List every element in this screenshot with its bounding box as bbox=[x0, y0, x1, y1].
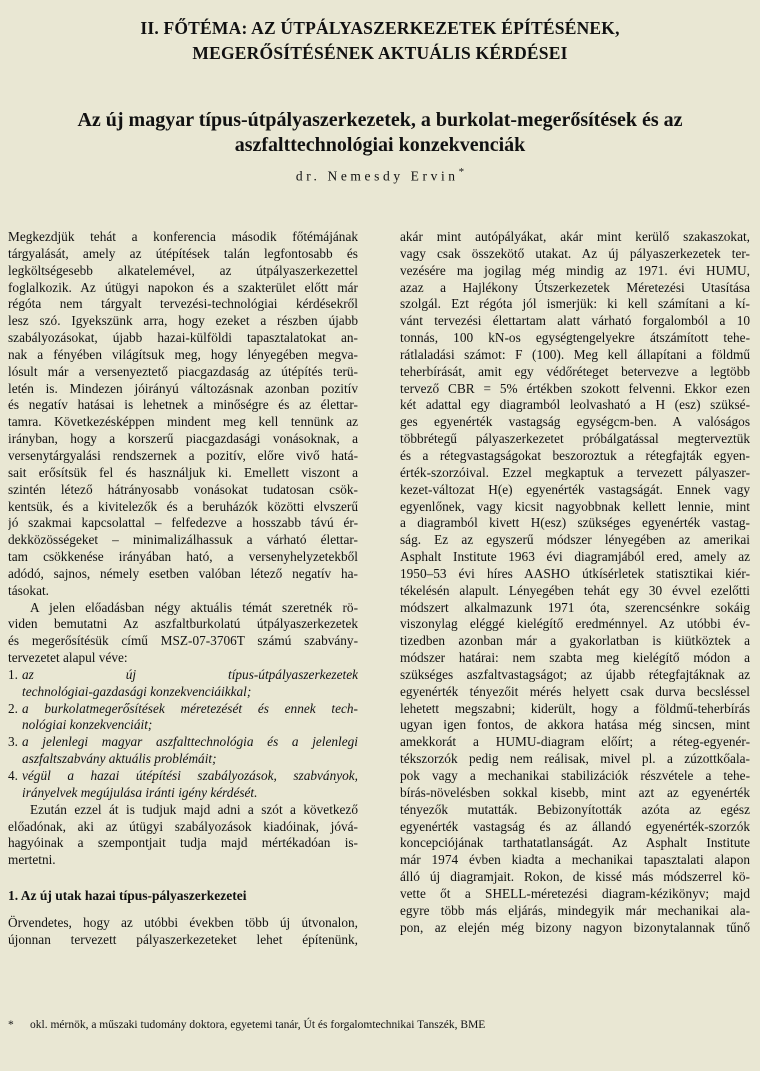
paper-title-line: aszfalttechnológiai konzekvenciák bbox=[234, 134, 526, 156]
continued-paragraph bbox=[400, 229, 750, 936]
list-item-text: végül a hazai útépítési szabályozások, szabványok, bbox=[22, 768, 358, 783]
topics-paragraph bbox=[8, 600, 358, 667]
text-line: letén is. Mindezen jóirányú változásnak azonban pozitív bbox=[8, 380, 358, 396]
text-line: pon, az elején még bizony nagyon bizonytalannak tűnő bbox=[400, 919, 750, 935]
text-line: koncepciójának tarthatatlanságát. Az Asphalt Institute bbox=[400, 835, 750, 851]
footnote-mark: * bbox=[8, 1019, 14, 1031]
footnote-text: okl. mérnök, a műszaki tudomány doktora, egyetemi tanár, Út és forgalomtechnikai Tanszék, BME bbox=[30, 1019, 486, 1031]
list-item-line bbox=[8, 768, 358, 785]
footnote bbox=[8, 1019, 748, 1031]
list-item-text: technológiai-gazdasági konzekvenciáikkal; bbox=[22, 683, 252, 699]
text-line: tékszorzók pedig nem reálisak, mivel pl. a zúzottkőala- bbox=[400, 751, 750, 767]
author-name: dr. Nemesdy Ervin bbox=[295, 168, 459, 184]
text-line: foglalkozik. Az útügyi napokon és a szakterület előtt már bbox=[8, 279, 358, 295]
text-line: viden bemutatni Az aszfaltburkolatú útpályaszerkezetek bbox=[8, 616, 358, 632]
text-line: versenytárgyalási rendszernek a pozitív, előre vivő hatá- bbox=[8, 447, 358, 463]
text-line: nak a fényében világítsuk meg, hogy lényegében megva- bbox=[8, 346, 358, 362]
text-line: legköltségesebb alkatelemével, az útpályaszerkezettel bbox=[8, 262, 358, 278]
list-item-text: az új típus-útpályaszerkezetek bbox=[22, 666, 358, 682]
left-column bbox=[8, 229, 358, 949]
list-item-line bbox=[8, 667, 358, 684]
text-line: egyre több más eljárás, mindegyik már mechanikai ala- bbox=[400, 902, 750, 918]
text-line: jó szakmai kapcsolattal – felfedezve a hosszabb távú ér- bbox=[8, 515, 358, 531]
section-title-line: MEGERŐSÍTÉSÉNEK AKTUÁLIS KÉRDÉSEI bbox=[192, 43, 568, 63]
text-line: Örvendetes, hogy az utóbbi években több új útvonalon, bbox=[8, 915, 358, 931]
text-line: és megerősítésük című MSZ-07-3706T számú szabvány- bbox=[8, 633, 358, 649]
text-line: két adattal egy diagramból leolvasható a H (esz) szüksé- bbox=[400, 397, 750, 413]
section-heading: 1. Az új utak hazai típus-pályaszerkezetei bbox=[8, 888, 247, 904]
list-item-text: a jelenlegi magyar aszfalttechnológia és a jelenlegi bbox=[22, 734, 358, 750]
text-line: érték-szorzóival. Ezzel megkaptuk a tervezett pályaszer- bbox=[400, 464, 750, 480]
text-line: vagy csak összekötő utakat. Az új pályaszerkezetek ter- bbox=[400, 245, 750, 261]
text-line: pok vagy a mechanikai stabilizációk részvétele a tehe- bbox=[400, 768, 750, 783]
text-line: dekközösségeket – minimalizálhassuk a várható élettar- bbox=[8, 532, 358, 548]
text-line: módszert alkalmazunk 1971 óta, szerencsénkre sokáig bbox=[400, 599, 750, 615]
paper-title-line: Az új magyar típus-útpályaszerkezetek, a burkolat-megerősítések és az bbox=[77, 109, 683, 131]
list-item-line bbox=[8, 717, 358, 734]
topics-list bbox=[8, 667, 358, 802]
text-line: tásokat. bbox=[8, 582, 49, 598]
text-line: 1950–53 évi híres AASHO útkísérletek statisztikai kiér- bbox=[400, 565, 750, 581]
text-line: kezet-változat H(e) egyenérték vastagságát. Ennek vagy bbox=[400, 481, 750, 497]
text-line: szükséges aszfaltvastagságot; az újabb rétegfajtáknak az bbox=[400, 666, 750, 682]
list-item-line bbox=[8, 684, 358, 701]
text-line: lesz szó. Igyekszünk arra, hogy ezeket a részben újabb bbox=[8, 313, 358, 329]
list-item-text: nológiai konzekvenciáit; bbox=[22, 717, 153, 733]
text-line: lósult már a versenyeztető piacgazdaság az útépítés terü- bbox=[8, 363, 358, 379]
intro-paragraph bbox=[8, 229, 358, 600]
text-line: rátlaladási számot: F (100). Meg kell állapítani a földmű bbox=[400, 346, 750, 362]
list-item-number: 2. bbox=[8, 700, 18, 716]
text-line: ugyan igen fontos, de akkora hatása még sincsen, mint bbox=[400, 717, 750, 733]
text-line: mertetni. bbox=[8, 852, 56, 868]
text-line: sait erősítsük fel és használjuk ki. Emellett viszont a bbox=[8, 464, 358, 480]
section-title bbox=[0, 16, 760, 66]
text-line: tonnás, 100 kN-os egységtengelyekre átszámított tehe- bbox=[400, 330, 750, 346]
text-line: adódó, sajnos, némely esetben valóban létező negatív ha- bbox=[8, 565, 358, 581]
text-line: módszer határai: nem szabta meg kielégítő módon a bbox=[400, 650, 750, 666]
text-line: kentsük, és a kivitelezők és a beruházók közötti elvszerű bbox=[8, 498, 358, 514]
text-line: a diagramból kivett H(esz) szükséges egyenérték vastag- bbox=[400, 515, 750, 531]
text-line: vette őt a SHELL-méretezési diagram-kézikönyv; majd bbox=[400, 885, 750, 901]
text-line: vezésére ma jogilag még mindig az 1971. évi HUMU, bbox=[400, 262, 750, 278]
text-line: régóta nem tárgyalt tervezési-technológiai kérdésekről bbox=[8, 296, 358, 312]
text-line: újonnan tervezett pályaszerkezeteket lehet építenünk, bbox=[8, 931, 358, 947]
text-line: amekkorát a HUMU-diagram előírt; a réteg-egyenér- bbox=[400, 734, 750, 750]
author-footnote-mark: * bbox=[458, 166, 465, 178]
text-line: akár mint autópályákat, akár mint kerülő szakaszokat, bbox=[400, 229, 750, 244]
list-item-line bbox=[8, 734, 358, 751]
list-item-line bbox=[8, 751, 358, 768]
text-line: egyenérték vastagság és az állandó egyenérték-szorzók bbox=[400, 818, 750, 834]
text-line: tervező CBR = 5% értékben szokott felvenni. Ekkor ezen bbox=[400, 380, 750, 396]
list-item-text: a burkolatmegerősítések méretezését és ennek tech- bbox=[22, 700, 358, 716]
text-line: többrétegű pályaszerkezetet próbálgatással megterveztük bbox=[400, 431, 750, 447]
text-line: Megkezdjük tehát a konferencia második főtémájának bbox=[8, 229, 358, 244]
text-line: tamra. Következésképpen mindent meg kell tennünk az bbox=[8, 414, 358, 430]
list-item-number: 4. bbox=[8, 768, 18, 783]
text-line: vánt tervezési élettartam alatt várható forgalomból a 10 bbox=[400, 313, 750, 329]
list-item-text: irányelvek megújulása iránti igény kérdését. bbox=[22, 784, 258, 800]
list-item-line bbox=[8, 701, 358, 718]
text-line: A jelen előadásban négy aktuális témát szeretnék rö- bbox=[30, 599, 358, 615]
text-line: teherbírását, amit egy védőréteget betervezve a legtöbb bbox=[400, 363, 750, 379]
text-line: viszonylag eléggé kielégítő eredménnyel. Az utóbbi év- bbox=[400, 616, 750, 632]
list-item-number: 1. bbox=[8, 666, 18, 682]
text-line: hagyóinak a szempontjait tudja majd mértékadóan is- bbox=[8, 835, 358, 851]
text-line: egyenérték tényezőit mérés helyett csak durva becsléssel bbox=[400, 683, 750, 699]
text-line: már 1974 évben kiadta a mechanikai tapasztalati alapon bbox=[400, 852, 750, 868]
text-line: Ezután ezzel át is tudjuk majd adni a szót a következő bbox=[30, 801, 358, 817]
closing-paragraph bbox=[8, 802, 358, 869]
text-line: tam csökkenése irányában ható, a versenyhelyzetekből bbox=[8, 549, 358, 565]
text-line: szabályozásokat, újabb hazai-külföldi tapasztalatokat an- bbox=[8, 330, 358, 346]
text-line: azaz a Hajlékony Útszerkezetek Méretezési Utasítása bbox=[400, 279, 750, 295]
text-line: egyenlőnek, vagy kicsit nagyobbnak kellett lennie, mint bbox=[400, 498, 750, 514]
paper-title bbox=[0, 108, 760, 158]
section-paragraph bbox=[8, 915, 358, 949]
text-line: lehetett megszabni; kiderült, hogy a földmű-teherbírás bbox=[400, 700, 750, 716]
text-line: irányban, hogy a korszerű piacgazdasági vonásoknak, a bbox=[8, 431, 358, 447]
text-line: tékelésén alapult. Lényegében tehát egy 30 évvel ezelőtti bbox=[400, 582, 750, 598]
list-item-line bbox=[8, 785, 358, 802]
text-line: tárgyalását, amely az útépítések talán legfontosabb és bbox=[8, 245, 358, 261]
text-line: bírás-növelésben sokkal kisebb, mint azt az egyenérték bbox=[400, 784, 750, 800]
list-item-text: aszfaltszabvány aktuális problémáit; bbox=[22, 751, 217, 767]
author-line bbox=[0, 166, 760, 185]
text-line: szintén létező hátrányosabb vonásokat tudatosan csök- bbox=[8, 481, 358, 497]
list-item-number: 3. bbox=[8, 734, 18, 750]
text-line: szolgál. Ezt régóta jól ismerjük: ki kell számítani a kí- bbox=[400, 296, 750, 312]
section-title-line: II. FŐTÉMA: AZ ÚTPÁLYASZERKEZETEK ÉPÍTÉSÉNEK, bbox=[140, 18, 620, 38]
text-line: előadónak, aki az útügyi szabályozások kiadóinak, jóvá- bbox=[8, 818, 358, 834]
text-line: ges egyenérték vastagság egységcm-ben. A valóságos bbox=[400, 414, 750, 430]
text-line: álló új diagramjait. Rokon, de kissé más módszerrel kö- bbox=[400, 869, 750, 885]
text-line: és negatív hatásai is lehetnek a minőségre és az élettar- bbox=[8, 397, 358, 413]
text-line: és a rétegvastagságokat beszoroztuk a rétegfajták egyen- bbox=[400, 447, 750, 463]
text-line: tervezetet alapul véve: bbox=[8, 650, 128, 666]
text-line: tizedben azonban már a gyakorlatban is kiütköztek a bbox=[400, 633, 750, 649]
text-line: ság. Ez az egyszerű módszer lényegében az amerikai bbox=[400, 532, 750, 548]
text-line: Asphalt Institute 1963 évi diagramjából ered, amely az bbox=[400, 549, 750, 565]
text-line: tényezők mutatták. Bebizonyították azóta az egész bbox=[400, 801, 750, 817]
right-column bbox=[400, 229, 750, 936]
